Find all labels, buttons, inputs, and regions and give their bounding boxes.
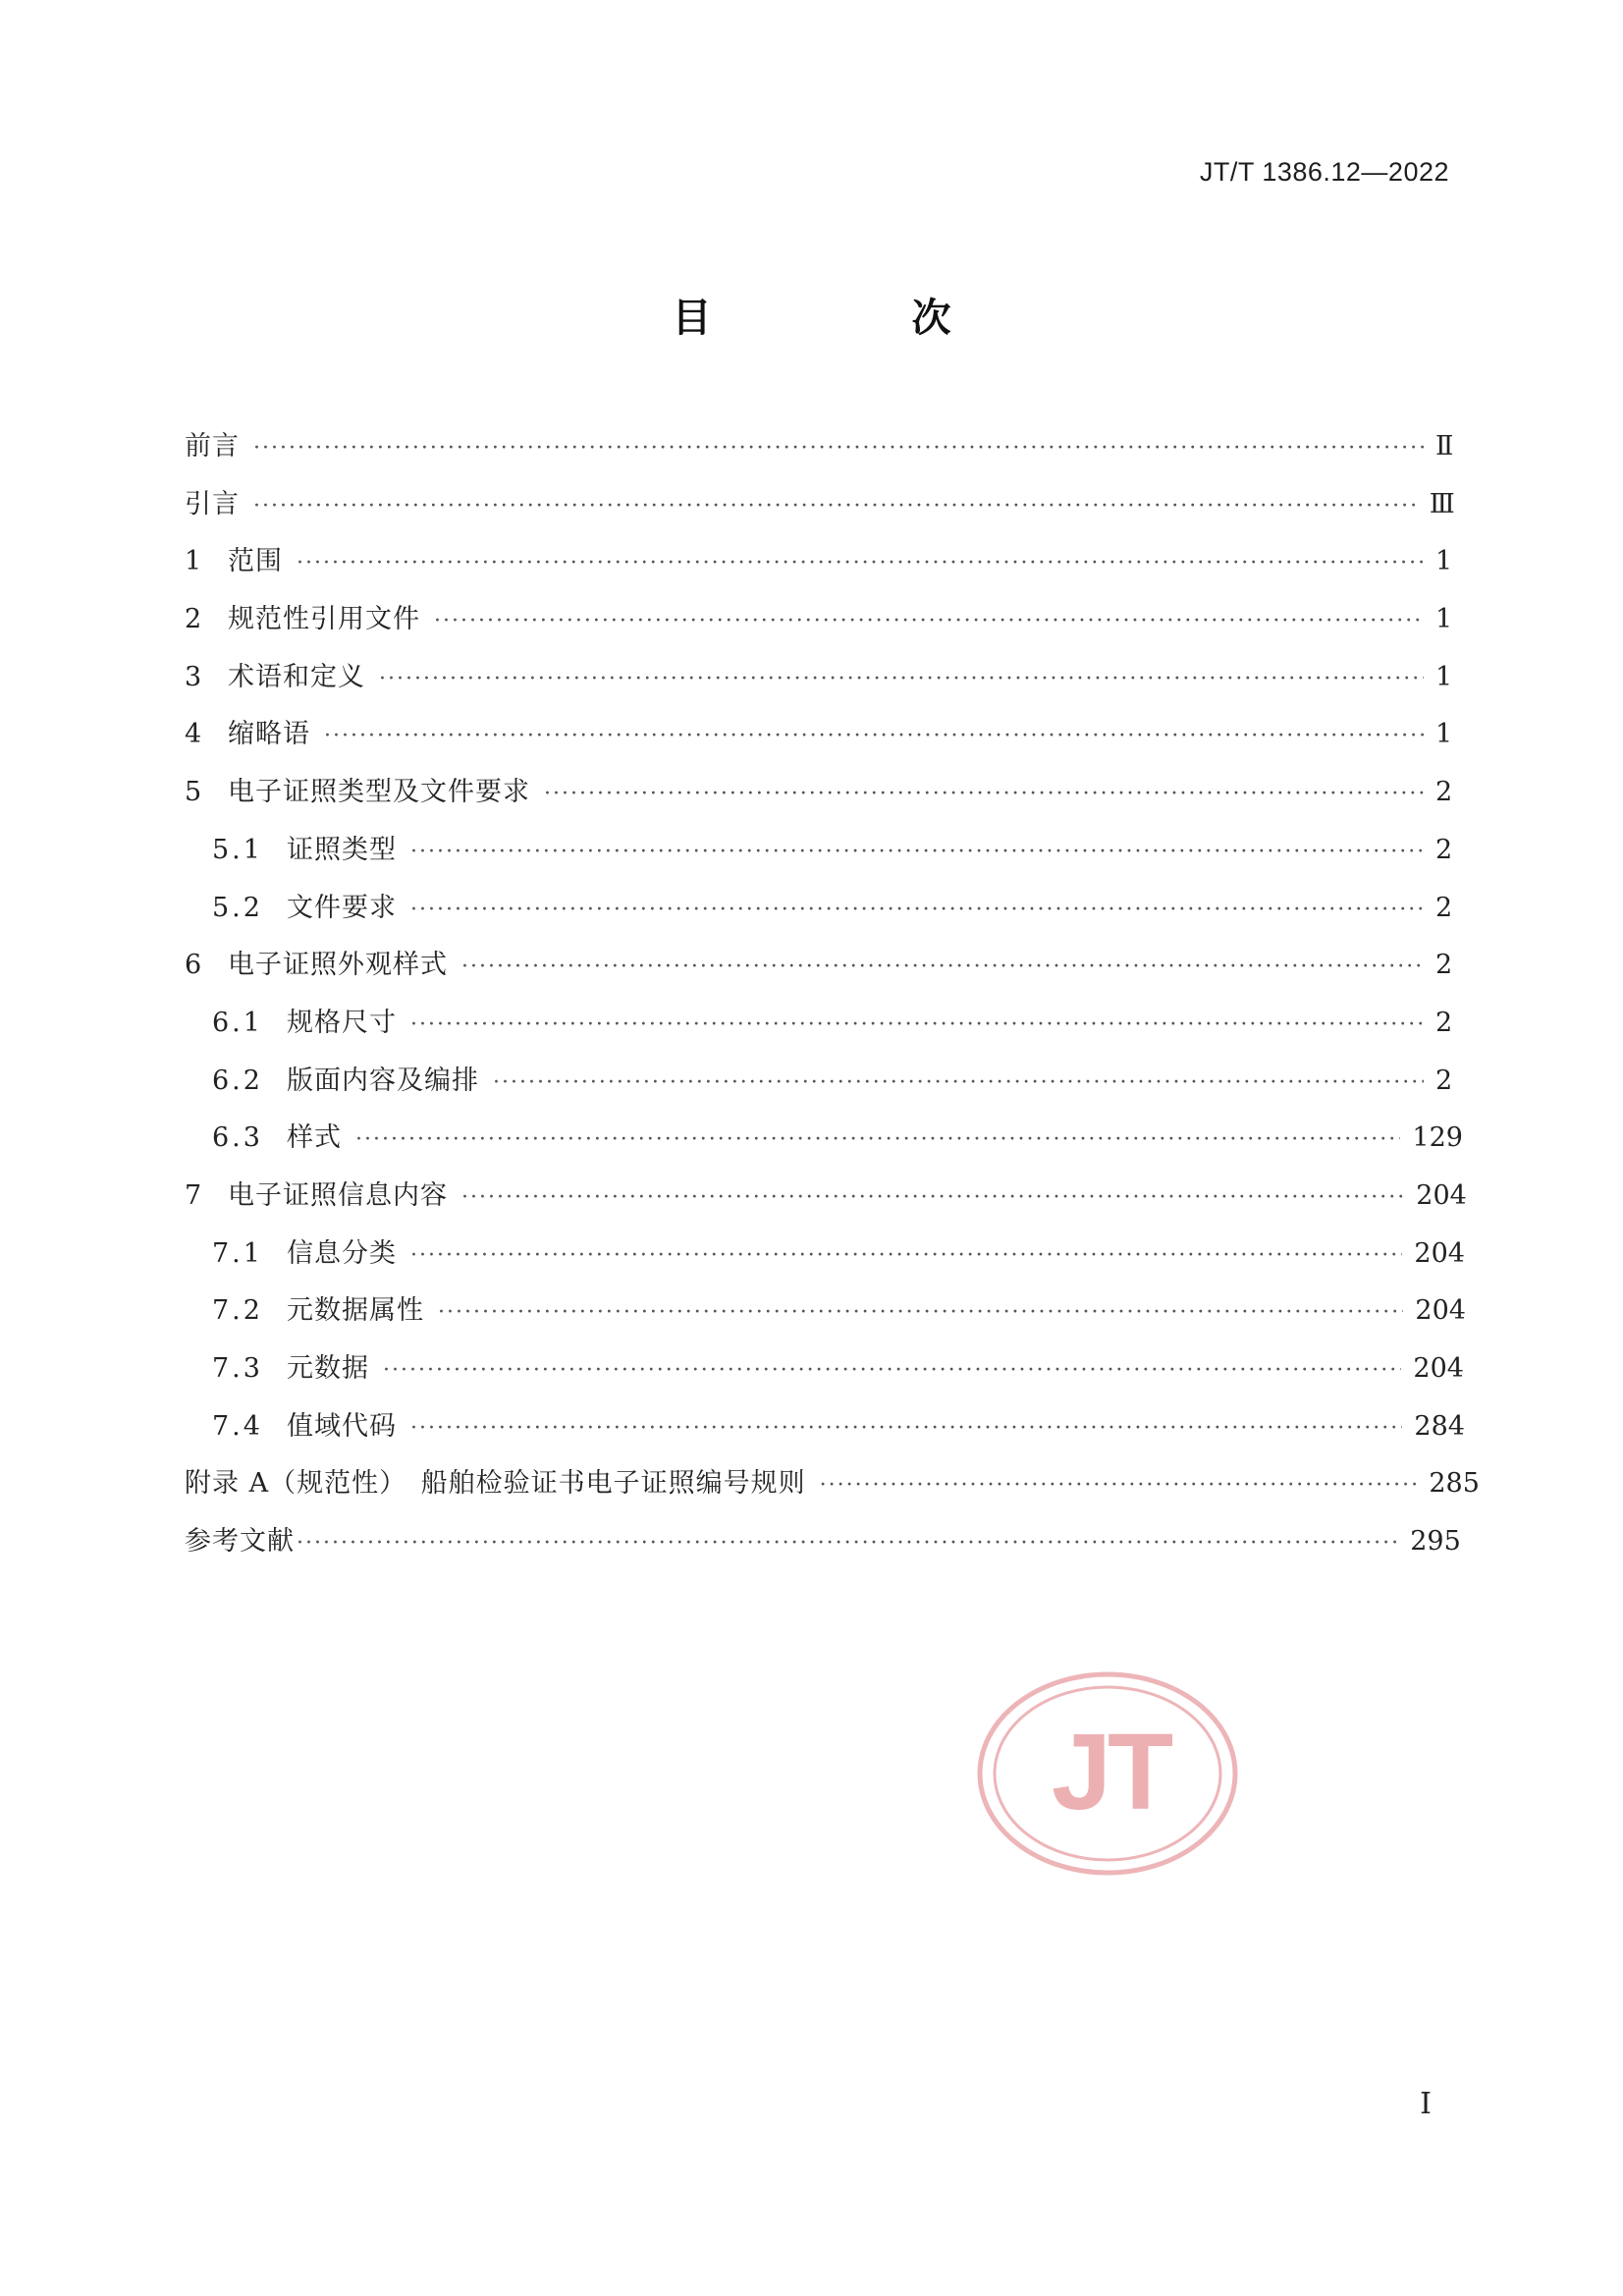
stamp-text: JT	[1051, 1712, 1170, 1832]
toc-entry-number: 7.3	[212, 1353, 263, 1384]
dot-leader	[820, 1457, 1418, 1515]
toc-entry-2[interactable]	[185, 591, 1451, 649]
dot-leader	[410, 1400, 1402, 1458]
toc-entry-page: 284	[1414, 1410, 1465, 1442]
toc-entry-page: 295	[1410, 1526, 1461, 1558]
toc-entry-7-2[interactable]	[185, 1283, 1466, 1340]
toc-entry-page: 1	[1435, 604, 1453, 635]
dot-leader	[297, 535, 1424, 593]
toc-entry-page: 2	[1435, 1065, 1453, 1096]
toc-entry-6-3[interactable]	[185, 1110, 1463, 1168]
toc-entry-appendix-a[interactable]	[185, 1455, 1480, 1513]
dot-leader	[297, 1515, 1398, 1573]
page-number: Ⅰ	[1420, 2087, 1432, 2121]
toc-entry-label: 电子证照类型及文件要求	[228, 777, 530, 808]
toc-entry-label: 附录 A（规范性） 船舶检验证书电子证照编号规则	[185, 1468, 806, 1500]
toc-entry-number: 6.3	[212, 1122, 263, 1154]
toc-entry-7-1[interactable]	[185, 1226, 1465, 1284]
toc-entry-number: 6.2	[212, 1065, 263, 1096]
toc-entry-page: Ⅱ	[1435, 431, 1454, 462]
toc-entry-label: 元数据属性	[287, 1295, 424, 1327]
toc-entry-4[interactable]	[185, 706, 1451, 764]
toc-entry-number: 5	[185, 777, 202, 808]
toc-entry-number: 7.1	[212, 1237, 263, 1269]
dot-leader	[410, 1228, 1402, 1285]
toc-entry-number: 3	[185, 661, 202, 692]
dot-leader	[410, 997, 1424, 1055]
toc-entry-1[interactable]	[185, 533, 1451, 591]
toc-entry-label: 规格尺寸	[287, 1007, 397, 1038]
toc-entry-page: 204	[1414, 1237, 1465, 1269]
toc-entry-number: 4	[185, 719, 202, 750]
toc-entry-page: 129	[1412, 1122, 1463, 1154]
dot-leader	[410, 882, 1424, 940]
toc-entry-5-2[interactable]	[185, 880, 1451, 938]
toc-entry-label: 值域代码	[287, 1410, 397, 1442]
toc-entry-5[interactable]	[185, 764, 1451, 822]
toc-entry-label: 电子证照外观样式	[228, 950, 448, 981]
toc-entry-page: 204	[1416, 1179, 1467, 1211]
dot-leader	[253, 420, 1424, 478]
document-code: JT/T 1386.12—2022	[1199, 157, 1449, 187]
dot-leader	[461, 939, 1424, 997]
dot-leader	[438, 1285, 1403, 1342]
toc-entry-page: Ⅲ	[1429, 488, 1455, 519]
toc-entry-number: 5.2	[212, 892, 263, 923]
toc-entry-page: 204	[1415, 1295, 1466, 1327]
toc-entry-page: 2	[1435, 834, 1453, 865]
toc-entry-number: 5.1	[212, 834, 263, 865]
toc-entry-page: 2	[1435, 950, 1453, 981]
toc-entry-number: 2	[185, 604, 202, 635]
toc-entry-label: 信息分类	[287, 1237, 397, 1269]
dot-leader	[383, 1342, 1401, 1400]
toc-entry-page: 1	[1435, 719, 1453, 750]
toc-entry-label: 证照类型	[287, 834, 397, 865]
dot-leader	[461, 1170, 1404, 1228]
toc-entry-label: 规范性引用文件	[228, 604, 420, 635]
toc-entry-6-2[interactable]	[185, 1053, 1451, 1111]
dot-leader	[324, 708, 1424, 766]
toc-title: 目 次	[672, 296, 1032, 341]
toc-entry-label: 术语和定义	[228, 661, 365, 692]
toc-entry-page: 2	[1435, 1007, 1453, 1038]
toc-entry-label: 版面内容及编排	[287, 1065, 479, 1096]
toc-entry-page: 1	[1435, 546, 1453, 577]
toc-entry-number: 7	[185, 1179, 202, 1211]
toc-entry-6-1[interactable]	[185, 995, 1451, 1053]
toc-entry-7-3[interactable]	[185, 1340, 1464, 1398]
toc-entry-number: 7.4	[212, 1410, 263, 1442]
toc-entry-5-1[interactable]	[185, 822, 1451, 880]
dot-leader	[253, 478, 1418, 536]
toc-entry-label: 元数据	[287, 1353, 369, 1384]
toc-entry-label: 缩略语	[228, 719, 310, 750]
toc-entry-label: 电子证照信息内容	[228, 1179, 448, 1211]
toc-entry-label: 文件要求	[287, 892, 397, 923]
dot-leader	[493, 1055, 1424, 1113]
dot-leader	[410, 824, 1424, 882]
toc-entry-label: 引言	[185, 488, 240, 519]
toc-entry-foreword[interactable]	[185, 418, 1454, 476]
toc-entry-number: 6.1	[212, 1007, 263, 1038]
toc-entry-7[interactable]	[185, 1168, 1467, 1226]
toc-entry-page: 204	[1413, 1353, 1464, 1384]
jt-logo-stamp	[975, 1669, 1240, 1878]
toc-entry-label: 范围	[228, 546, 283, 577]
dot-leader	[379, 651, 1424, 709]
toc-entry-6[interactable]	[185, 937, 1451, 995]
dot-leader	[544, 766, 1424, 824]
dot-leader	[434, 593, 1424, 651]
toc-entry-number: 6	[185, 950, 202, 981]
toc-entry-number: 7.2	[212, 1295, 263, 1327]
toc-entry-label: 参考文献	[185, 1526, 295, 1558]
toc-entry-3[interactable]	[185, 649, 1451, 707]
toc-entry-number: 1	[185, 546, 202, 577]
toc-entry-bibliography[interactable]	[185, 1513, 1461, 1571]
toc-entry-label: 样式	[287, 1122, 342, 1154]
toc-entry-page: 285	[1429, 1468, 1480, 1500]
dot-leader	[355, 1112, 1400, 1170]
toc-entry-7-4[interactable]	[185, 1398, 1465, 1456]
toc-entry-introduction[interactable]	[185, 476, 1455, 534]
table-of-contents	[185, 418, 1480, 1571]
toc-entry-label: 前言	[185, 431, 240, 462]
toc-entry-page: 2	[1435, 892, 1453, 923]
toc-entry-page: 2	[1435, 777, 1453, 808]
toc-entry-page: 1	[1435, 661, 1453, 692]
